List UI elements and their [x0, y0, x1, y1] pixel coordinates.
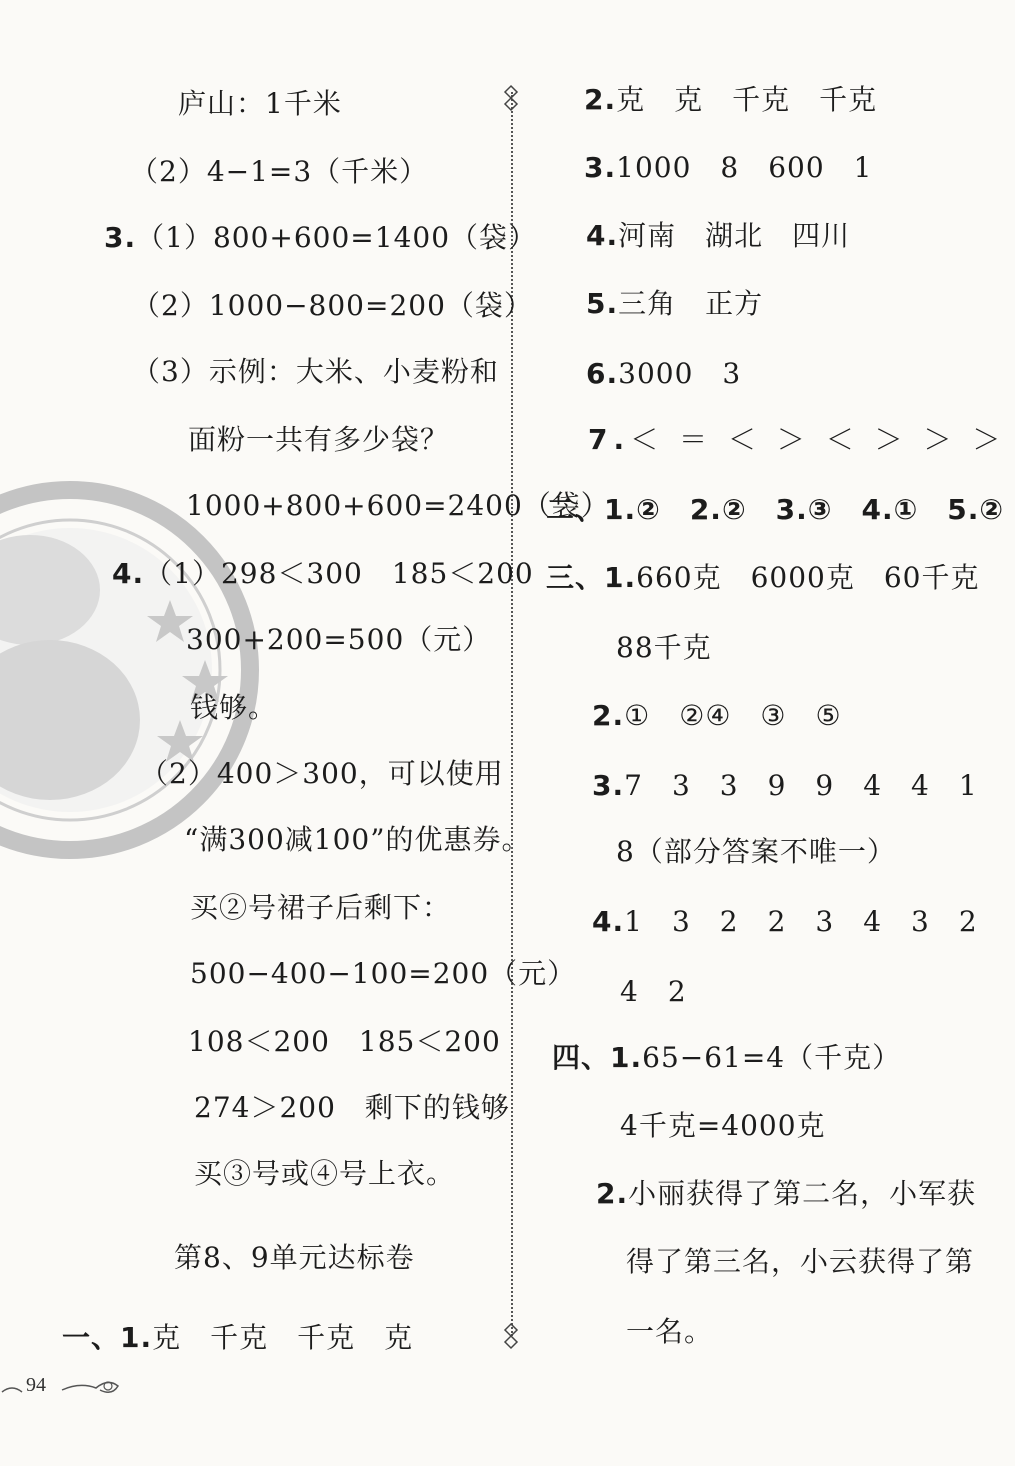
answer-r3: 3.1000 8 600 1	[584, 151, 873, 184]
answer-r5: 5.三角 正方	[586, 287, 764, 320]
answer-s4-1b: 4千克=4000克	[620, 1109, 826, 1142]
answer-s3-2: 2.① ②④ ③ ⑤	[592, 699, 842, 732]
column-divider	[511, 92, 513, 1336]
answer-q4-1c: 钱够。	[190, 691, 278, 724]
answer-q4-2a: （2）400＞300，可以使用	[140, 757, 504, 790]
section-label: 一、1.	[62, 1321, 153, 1354]
answer-r2: 2.克 克 千克 千克	[584, 83, 878, 116]
answer-q2-2: （2）4−1=3（千米）	[130, 155, 429, 188]
answer-q3-1: 3.（1）800+600=1400（袋）	[104, 221, 538, 254]
section-title: 第8、9单元达标卷	[174, 1241, 415, 1274]
answer-s4-2c: 一名。	[626, 1315, 714, 1348]
page-number: 94	[26, 1374, 46, 1396]
answer-s4-2b: 得了第三名，小云获得了第	[626, 1245, 975, 1278]
answer-s1-1: 一、1.克 千克 千克 克	[62, 1321, 414, 1354]
answer-q3-3b: 面粉一共有多少袋？	[188, 423, 450, 456]
answer-s3-1a: 三、1.660克 6000克 60千克	[546, 561, 980, 594]
answer-s3-4a: 4.1 3 2 2 3 4 3 2	[592, 905, 978, 938]
answer-s4-1a: 四、1.65−61=4（千克）	[552, 1041, 902, 1074]
divider-ornament-top	[501, 84, 521, 112]
answer-s3-1b: 88千克	[616, 631, 712, 664]
answer-q4-1b: 300+200=500（元）	[186, 623, 492, 656]
question-number: 3.	[104, 221, 137, 254]
answer-q4-2g: 买③号或④号上衣。	[194, 1157, 456, 1190]
answer-r6: 6.3000 3	[586, 357, 742, 390]
answer-q3-3c: 1000+800+600=2400（袋）	[186, 489, 610, 522]
answer-s3-3a: 3.7 3 3 9 9 4 4 1	[592, 769, 978, 802]
answer-q4-1a: 4.（1）298＜300 185＜200	[112, 557, 534, 590]
answer-section-2: 二、1.② 2.② 3.③ 4.① 5.②	[546, 493, 1005, 526]
answer-q4-2d: 500−400−100=200（元）	[190, 957, 577, 990]
answer-q4-2e: 108＜200 185＜200	[188, 1025, 501, 1058]
answer-lushan: 庐山：1千米	[178, 87, 342, 120]
answer-q4-2b: “满300减100”的优惠券。	[184, 823, 531, 856]
answer-r4: 4.河南 湖北 四川	[586, 219, 851, 252]
answer-q4-2c: 买②号裙子后剩下：	[190, 891, 452, 924]
question-number: 4.	[112, 557, 145, 590]
divider-ornament-bottom	[501, 1322, 521, 1350]
answer-s4-2a: 2.小丽获得了第二名，小军获	[596, 1177, 977, 1210]
answer-q3-3a: （3）示例：大米、小麦粉和	[132, 355, 499, 388]
answer-s3-3b: 8（部分答案不唯一）	[616, 835, 896, 868]
answer-s3-4b: 4 2	[620, 975, 687, 1008]
footer-swirl-ornament	[0, 1372, 130, 1402]
answer-q3-2: （2）1000−800=200（袋）	[132, 289, 533, 322]
answer-r7: 7.＜ ＝ ＜ ＞ ＜ ＞ ＞ ＞	[588, 423, 1007, 456]
answer-q4-2f: 274＞200 剩下的钱够	[194, 1091, 510, 1124]
